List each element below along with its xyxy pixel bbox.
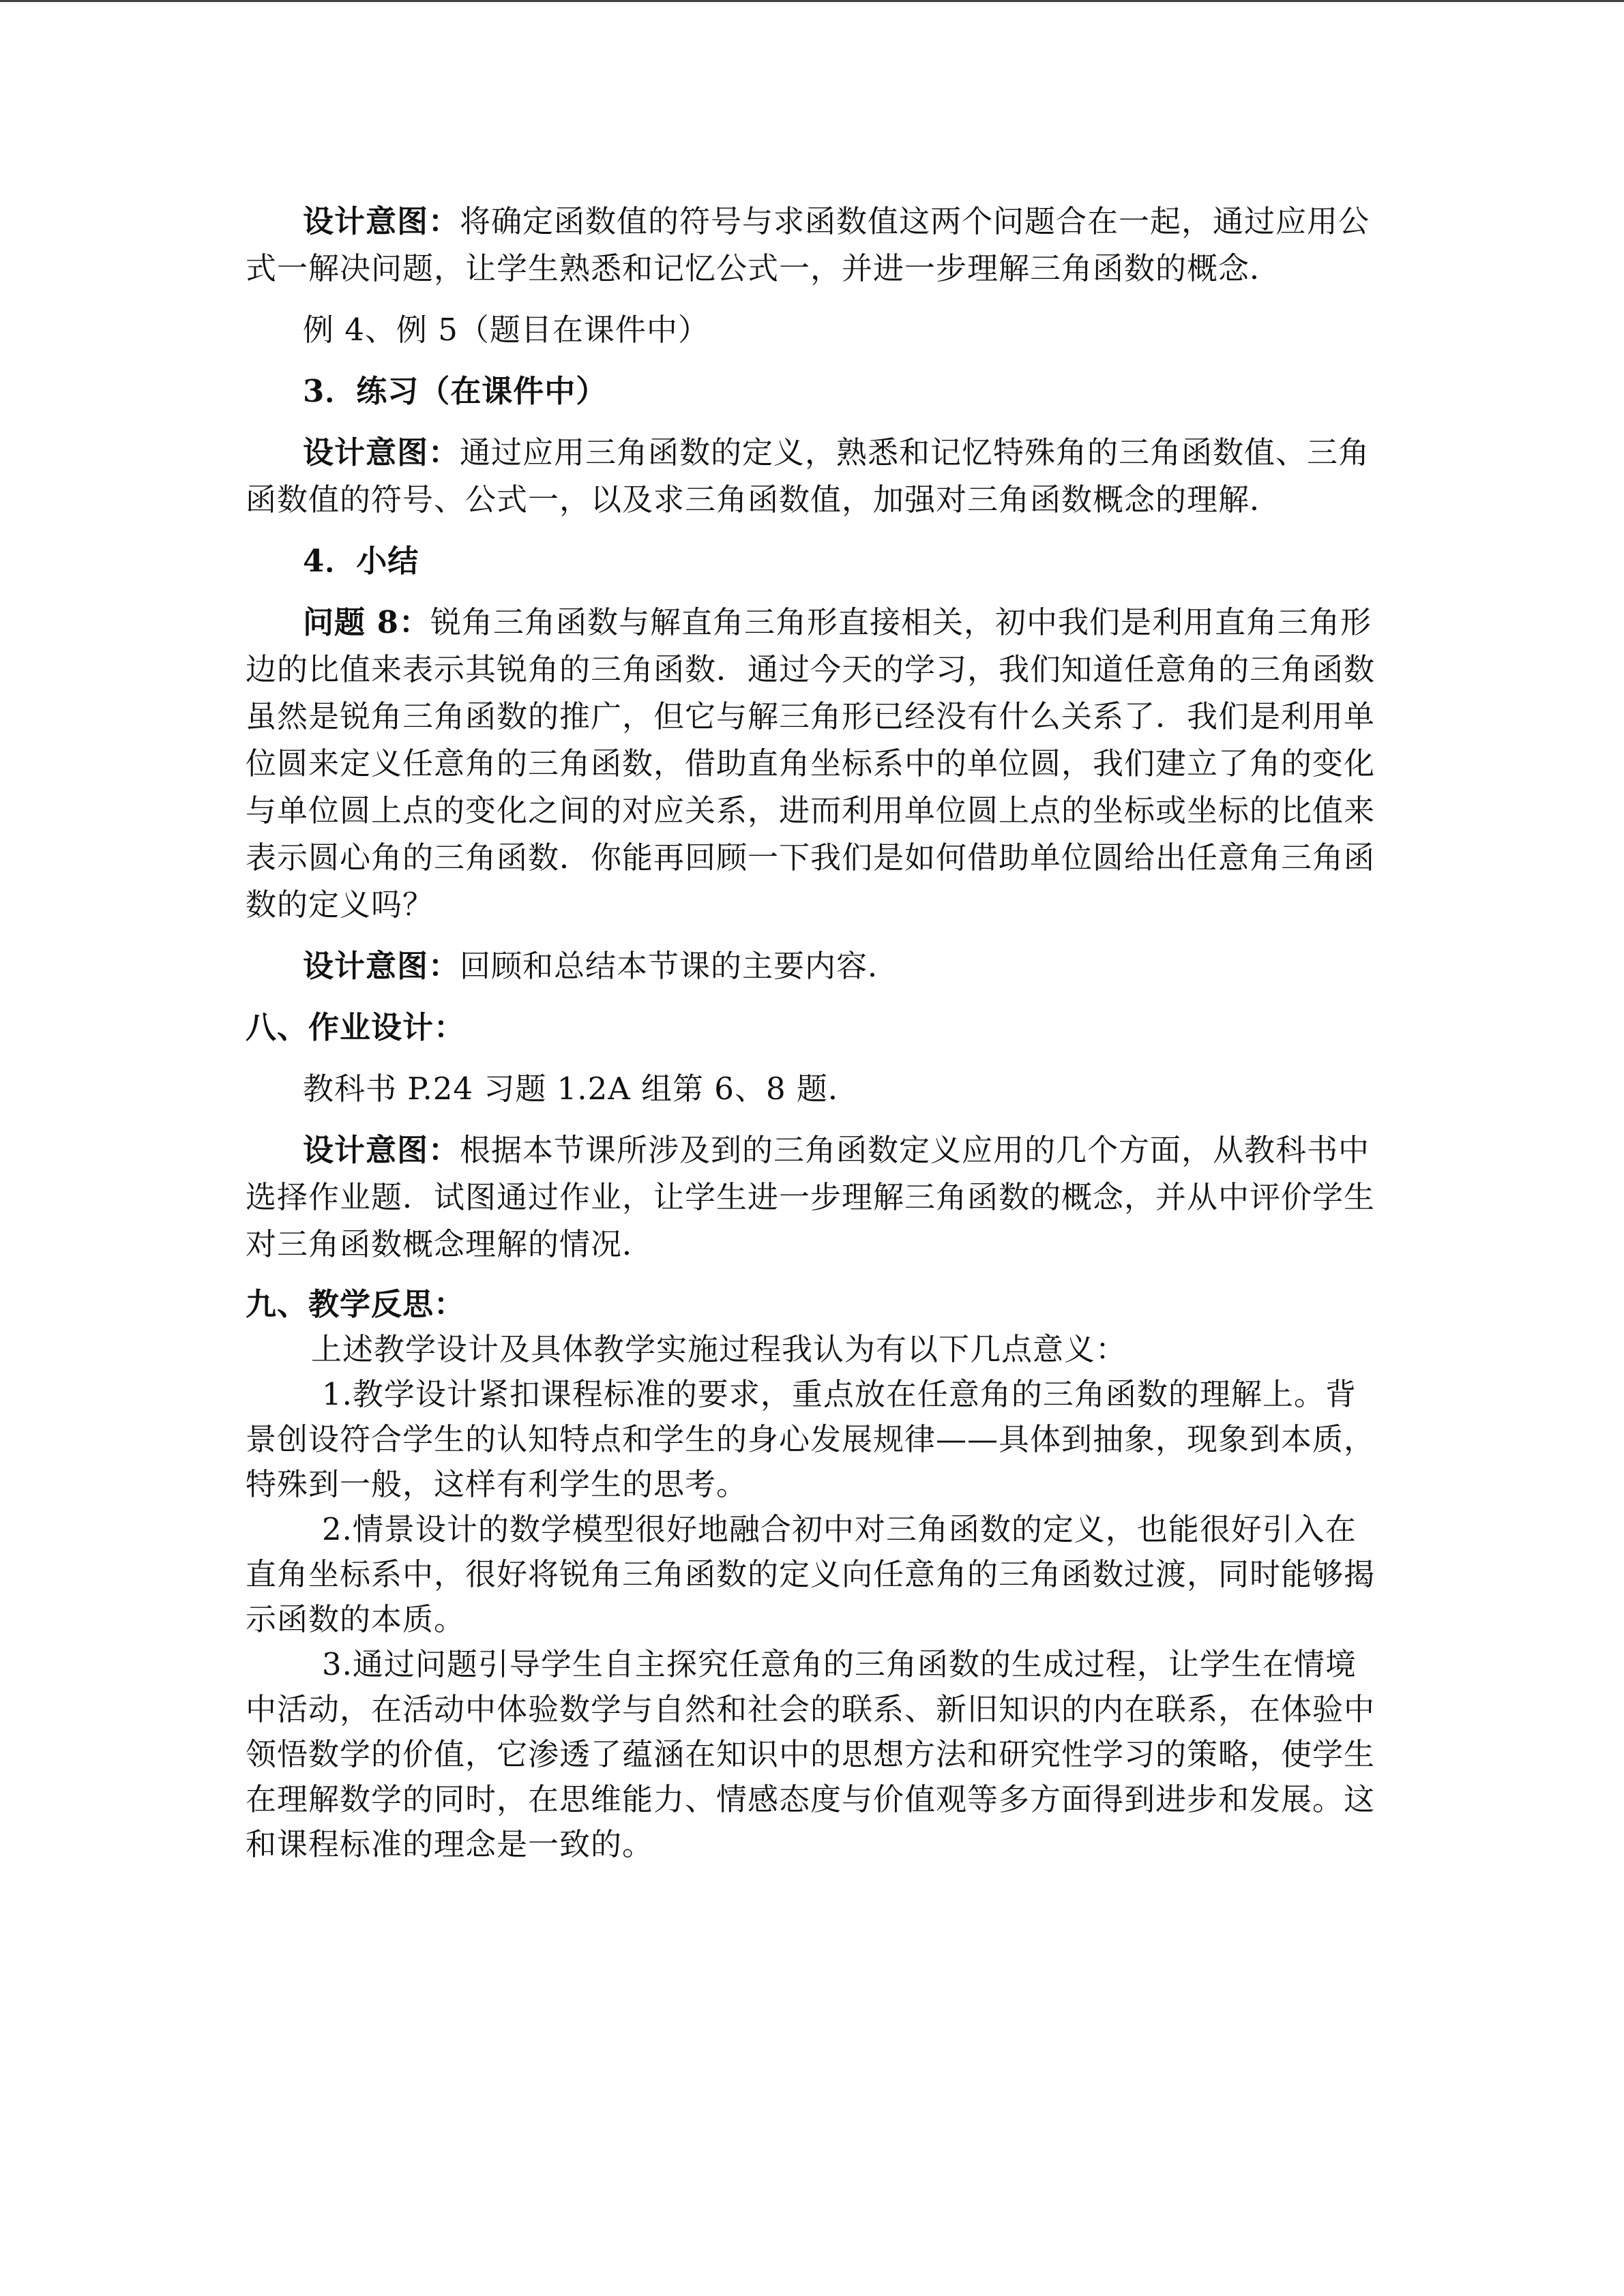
heading-summary: 4．小结 bbox=[303, 543, 419, 579]
paragraph-examples: 例 4、例 5（题目在课件中） bbox=[303, 312, 709, 348]
paragraph-design-intent-3 bbox=[246, 942, 1378, 989]
paragraph-question-8 bbox=[246, 599, 1378, 928]
design-intent-text: 根据本节课所涉及到的三角函数定义应用的几个方面，从教科书中选择作业题．试图通过作业，让学生进一步理解三角函数的概念，并从中评价学生对三角函数概念理解的情况． bbox=[246, 1132, 1376, 1262]
heading-practice: 3．练习（在课件中） bbox=[303, 373, 608, 409]
paragraph-homework: 教科书 P.24 习题 1.2A 组第 6、8 题． bbox=[303, 1071, 859, 1107]
document-page bbox=[246, 198, 1378, 1867]
design-intent-label: 设计意图： bbox=[303, 1132, 460, 1168]
design-intent-text: 回顾和总结本节课的主要内容． bbox=[460, 948, 900, 984]
reflection-point-2: 2.情景设计的数学模型很好地融合初中对三角函数的定义，也能很好引入在直角坐标系中，很好将锐角三角函数的定义向任意角的三角函数过渡，同时能够揭示函数的本质。 bbox=[246, 1511, 1376, 1637]
question-text: 锐角三角函数与解直角三角形直接相关，初中我们是利用直角三角形边的比值来表示其锐角的三角函数．通过今天的学习，我们知道任意角的三角函数虽然是锐角三角函数的推广，但它与解三角形已经没有什么关系了．我们是利用单位圆来定义任意角的三角函数，借助直角坐标系中的单位圆，我们建立了角的变化与单位圆上点的变化之间的对应关系，进而利用单位圆上点的坐标或坐标的比值来表示圆心角的三角函数．你能再回顾一下我们是如何借助单位圆给出任意角三角函数的定义吗？ bbox=[246, 604, 1376, 923]
question-label: 问题 8： bbox=[303, 604, 430, 640]
design-intent-label: 设计意图： bbox=[303, 434, 460, 471]
paragraph-design-intent-1 bbox=[246, 198, 1378, 292]
paragraph-design-intent-2 bbox=[246, 429, 1378, 523]
page-top-border bbox=[0, 0, 1624, 2]
reflection-point-1: 1.教学设计紧扣课程标准的要求，重点放在任意角的三角函数的理解上。背景创设符合学生的认知特点和学生的身心发展规律——具体到抽象，现象到本质，特殊到一般，这样有利学生的思考。 bbox=[246, 1376, 1376, 1502]
design-intent-text: 将确定函数值的符号与求函数值这两个问题合在一起，通过应用公式一解决问题，让学生熟悉和记忆公式一，并进一步理解三角函数的概念． bbox=[246, 203, 1370, 286]
paragraph-design-intent-4 bbox=[246, 1127, 1378, 1268]
design-intent-text: 通过应用三角函数的定义，熟悉和记忆特殊角的三角函数值、三角函数值的符号、公式一，以及求三角函数值，加强对三角函数概念的理解． bbox=[246, 434, 1370, 518]
reflection-intro: 上述教学设计及具体教学实施过程我认为有以下几点意义： bbox=[311, 1331, 1127, 1367]
heading-homework: 八、作业设计： bbox=[246, 1009, 466, 1045]
design-intent-label: 设计意图： bbox=[303, 203, 460, 239]
design-intent-label: 设计意图： bbox=[303, 948, 460, 984]
reflection-point-3: 3.通过问题引导学生自主探究任意角的三角函数的生成过程，让学生在情境中活动，在活动中体验数学与自然和社会的联系、新旧知识的内在联系，在体验中领悟数学的价值，它渗透了蕴涵在知识中的思想方法和研究性学习的策略，使学生在理解数学的同时，在思维能力、情感态度与价值观等多方面得到进步和发展。这和课程标准的理念是一致的。 bbox=[246, 1646, 1376, 1862]
heading-reflection: 九、教学反思： bbox=[246, 1286, 466, 1322]
